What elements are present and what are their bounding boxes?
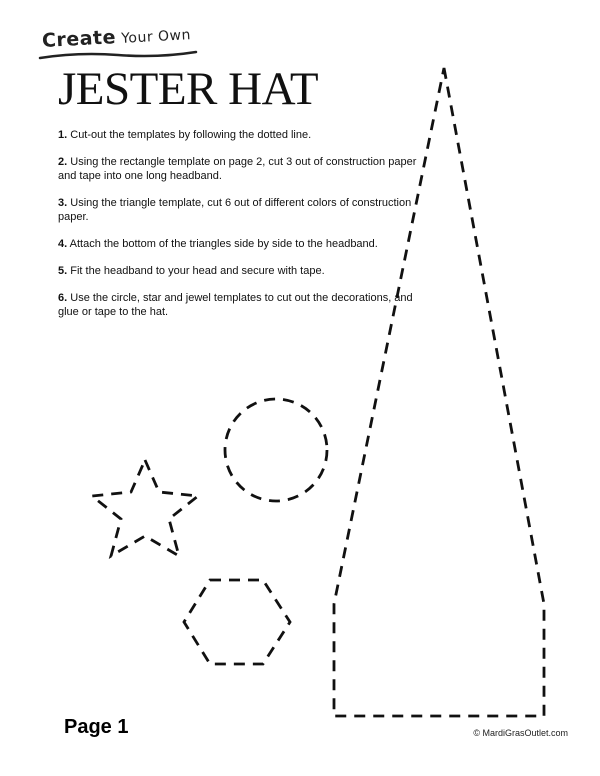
hexagon-jewel-template[interactable] (184, 580, 290, 664)
instruction-step: 4. Attach the bottom of the triangles side by side to the headband. (58, 238, 378, 250)
instruction-step: 6. Use the circle, star and jewel templates to cut out the decorations, and glue or tape to the hat. (58, 292, 413, 318)
circle-template[interactable] (225, 399, 327, 501)
page-number: Page 1 (64, 716, 129, 738)
instruction-step: 3. Using the triangle template, cut 6 out of different colors of construction paper. (58, 197, 412, 223)
star-template[interactable] (92, 460, 198, 556)
kicker-create: Create (41, 26, 117, 52)
instruction-step: 1. Cut-out the templates by following the dotted line. (58, 129, 312, 141)
page-title: JESTER HAT (58, 63, 319, 115)
copyright-text: © MardiGrasOutlet.com (473, 728, 568, 738)
kicker-your-own: Your Own (120, 27, 192, 47)
triangle-template[interactable] (334, 68, 544, 716)
instruction-step: 5. Fit the headband to your head and secure with tape. (58, 265, 325, 277)
instruction-step: 2. Using the rectangle template on page 2, cut 3 out of construction paper and tape into one long headband. (58, 156, 417, 182)
